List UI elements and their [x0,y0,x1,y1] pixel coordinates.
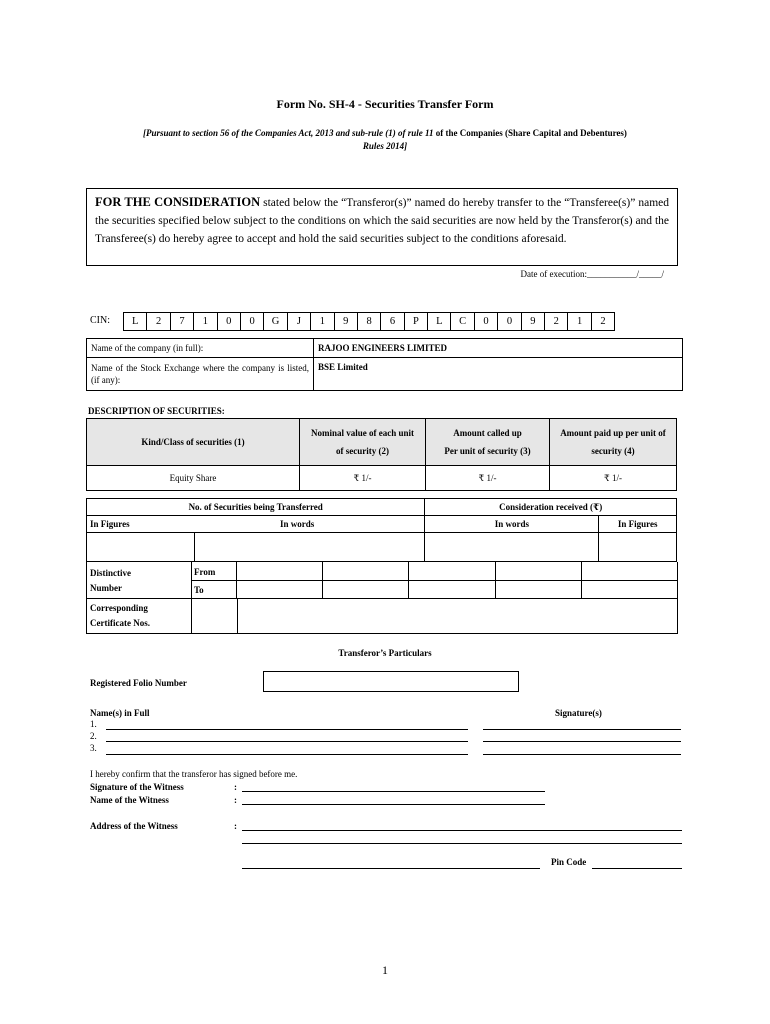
header-called-line1: Amount called up [453,428,522,438]
signatures-label: Signature(s) [555,708,602,718]
pin-code-label: Pin Code [551,857,587,867]
witness-address-line-2[interactable] [242,843,682,844]
header-kind: Kind/Class of securities (1) [87,419,300,466]
colon: : [234,795,237,805]
corresponding-line2: Certificate Nos. [90,618,150,628]
in-words-label-2: In words [425,516,599,533]
header-called-line2: Per unit of security (3) [444,446,531,456]
header-paid [550,419,677,466]
cin-char: 9 [334,312,358,331]
cin-char: 2 [544,312,568,331]
in-figures-field[interactable] [87,533,195,562]
in-figures-label-2: In Figures [599,516,677,533]
consideration-figures-field[interactable] [599,533,677,562]
folio-label: Registered Folio Number [90,678,187,688]
witness-signature-line[interactable] [242,791,545,792]
cin-char: 1 [310,312,334,331]
cell-nominal[interactable]: ₹ 1/- [300,466,426,491]
page-number: 1 [382,963,388,977]
cell-paid[interactable]: ₹ 1/- [550,466,677,491]
cin-char: 6 [380,312,404,331]
cell-kind[interactable]: Equity Share [87,466,300,491]
consideration-words-field[interactable] [425,533,599,562]
table-row [87,499,677,516]
name-line-1[interactable] [106,729,468,730]
table-row [87,339,683,358]
subtitle-citation: [Pursuant to section 56 of the Companies Act, 2013 and sub-rule (1) of rule 11 [143,128,434,138]
witness-name-line[interactable] [242,804,545,805]
folio-number-field[interactable] [263,671,519,692]
company-name-value[interactable]: RAJOO ENGINEERS LIMITED [314,339,683,358]
colon: : [234,782,237,792]
cin-char: L [427,312,451,331]
table-header-row [87,419,677,466]
subtitle-rules: of the Companies (Share Capital and Debentures) [433,128,627,138]
distinctive-label [90,566,131,596]
witness-address-line-1[interactable] [242,830,682,831]
stock-exchange-label: Name of the Stock Exchange where the company is listed, (if any): [87,358,314,391]
cin-boxes [124,312,615,331]
table-row [87,516,677,533]
signature-line-1[interactable] [483,729,681,730]
consideration-heading: FOR THE CONSIDERATION [95,195,261,209]
header-paid-line1: Amount paid up per unit of [560,428,666,438]
transferor-particulars-heading: Transferor’s Particulars [338,648,432,658]
cin-char: 0 [217,312,241,331]
name-number-3: 3. [90,743,97,753]
cin-label: CIN: [90,315,110,326]
cin-char: 0 [497,312,521,331]
distinctive-grid [191,562,678,634]
witness-address-label: Address of the Witness [90,821,178,831]
from-label: From [194,567,216,577]
securities-table [86,418,677,491]
cin-char: 1 [193,312,217,331]
form-title: Form No. SH-4 - Securities Transfer Form [276,97,494,111]
company-name-label: Name of the company (in full): [87,339,314,358]
in-figures-label: In Figures [87,516,195,533]
description-heading: DESCRIPTION OF SECURITIES: [88,406,225,416]
witness-name-label: Name of the Witness [90,795,169,805]
table-row [87,358,683,391]
signature-line-2[interactable] [483,741,681,742]
cell-called[interactable]: ₹ 1/- [426,466,550,491]
certificate-label [90,601,150,631]
witness-address-line-3[interactable] [242,868,540,869]
stock-exchange-value[interactable]: BSE Limited [314,358,683,391]
subtitle-rules-year: Rules 2014] [362,141,408,151]
distinctive-cell [86,562,192,634]
header-called [426,419,550,466]
colon: : [234,821,237,831]
table-row [87,533,677,562]
consideration-text: stated below the “Transferor(s)” named do hereby transfer to the “Transferee(s)” named the securities specified below subject to the conditions on which the said securities are now held by the Transferor(s) and the Transferee(s) do hereby agree to accept and hold the said securities subject to the conditions aforesaid. [95,197,670,245]
name-line-3[interactable] [106,754,468,755]
name-number-2: 2. [90,731,97,741]
cin-char: 7 [170,312,194,331]
name-number-1: 1. [90,719,97,729]
transfer-table [86,498,677,562]
cin-char: 0 [474,312,498,331]
cin-char: P [404,312,428,331]
company-table [86,338,683,391]
witness-signature-label: Signature of the Witness [90,782,184,792]
no-securities-header: No. of Securities being Transferred [87,499,425,516]
signature-line-3[interactable] [483,754,681,755]
cin-char: G [263,312,287,331]
date-of-execution[interactable]: Date of execution:___________/_____/ [520,269,664,279]
cin-char: 1 [567,312,591,331]
cin-char: 2 [591,312,615,331]
form-subtitle [100,127,670,153]
cin-char: L [123,312,147,331]
names-label: Name(s) in Full [90,708,150,718]
cin-char: 8 [357,312,381,331]
header-nominal [300,419,426,466]
distinctive-line2: Number [90,583,122,593]
cin-char: C [450,312,474,331]
cin-char: J [287,312,311,331]
pin-code-line[interactable] [592,868,682,869]
consideration-box [86,188,678,266]
in-words-label: In words [194,516,425,533]
consideration-header: Consideration received (₹) [425,499,677,516]
header-nominal-line2: of security (2) [336,446,389,456]
cin-char: 0 [240,312,264,331]
cin-char: 2 [146,312,170,331]
confirm-text: I hereby confirm that the transferor has signed before me. [90,769,298,779]
in-words-field[interactable] [194,533,425,562]
cin-char: 9 [521,312,545,331]
to-label: To [194,585,204,595]
corresponding-line1: Corresponding [90,603,148,613]
header-nominal-line1: Nominal value of each unit [310,428,414,438]
distinctive-line1: Distinctive [90,568,131,578]
name-line-2[interactable] [106,741,468,742]
header-paid-line2: security (4) [591,446,635,456]
table-row [87,466,677,491]
